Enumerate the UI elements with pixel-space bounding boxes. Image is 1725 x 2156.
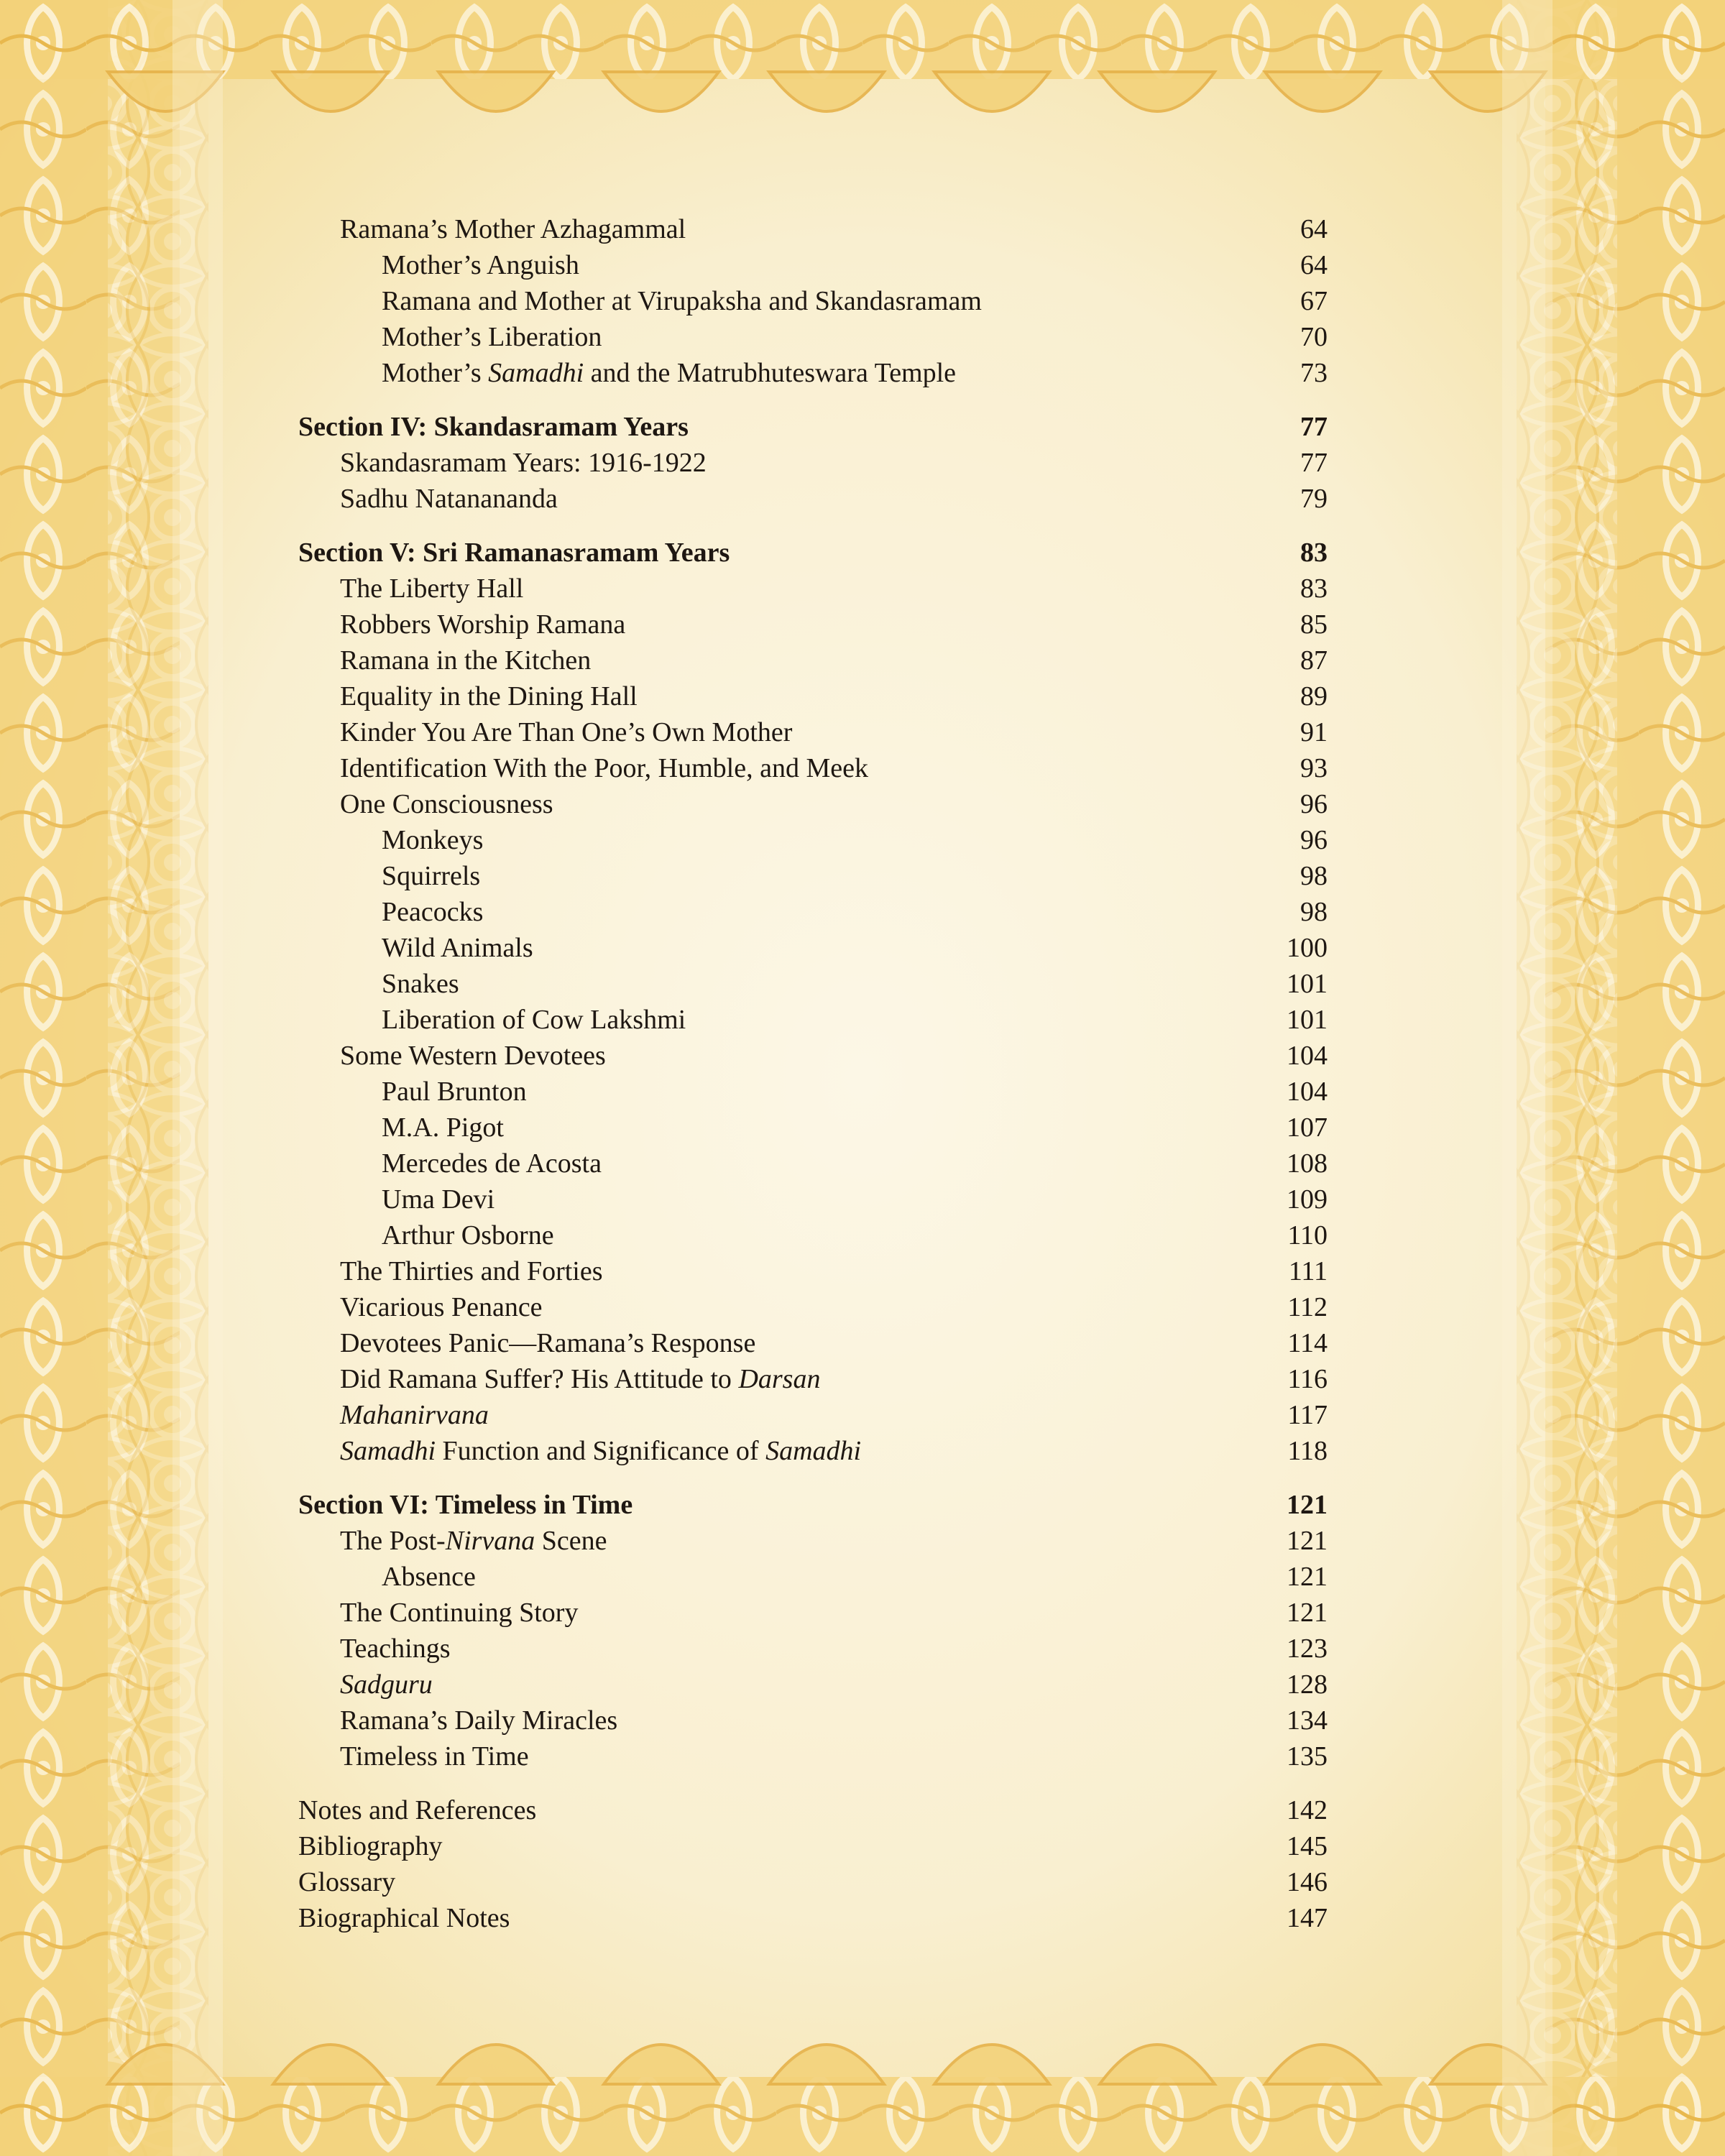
toc-entry-page: 83 xyxy=(1300,573,1328,604)
toc-entry-title: Vicarious Penance xyxy=(340,1292,543,1322)
toc-entry[interactable] xyxy=(298,1667,1328,1703)
toc-entry-page: 121 xyxy=(1287,1526,1328,1556)
toc-entry[interactable] xyxy=(298,678,1328,714)
section-heading[interactable] xyxy=(298,409,1328,445)
toc-entry[interactable] xyxy=(298,966,1328,1002)
toc-entry[interactable] xyxy=(298,1433,1328,1469)
toc-entry-page: 145 xyxy=(1287,1831,1328,1861)
toc-entry-title: Absence xyxy=(382,1562,476,1592)
toc-entry-title: Paul Brunton xyxy=(382,1077,527,1107)
toc-entry-title: One Consciousness xyxy=(340,789,553,819)
toc-entry-page: 109 xyxy=(1287,1184,1328,1215)
toc-entry[interactable] xyxy=(298,211,1328,247)
toc-entry[interactable] xyxy=(298,1828,1328,1864)
toc-entry[interactable] xyxy=(298,481,1328,517)
toc-entry-title: Timeless in Time xyxy=(340,1741,529,1772)
toc-entry-page: 135 xyxy=(1287,1741,1328,1772)
toc-entry-page: 101 xyxy=(1287,969,1328,999)
toc-entry-page: 87 xyxy=(1300,645,1328,676)
toc-entry-title: Glossary xyxy=(298,1867,396,1897)
toc-entry-page: 64 xyxy=(1300,214,1328,244)
toc-entry-title: Ramana and Mother at Virupaksha and Skandasramam xyxy=(382,286,982,316)
toc-entry-title: Uma Devi xyxy=(382,1184,495,1215)
toc-entry-title: The Continuing Story xyxy=(340,1598,579,1628)
toc-entry-title: Sadhu Natanananda xyxy=(340,484,558,514)
toc-entry-page: 123 xyxy=(1287,1634,1328,1664)
toc-entry[interactable] xyxy=(298,930,1328,966)
toc-entry-title: Bibliography xyxy=(298,1831,443,1861)
toc-entry[interactable] xyxy=(298,1792,1328,1828)
toc-entry-page: 121 xyxy=(1287,1598,1328,1628)
toc-entry[interactable] xyxy=(298,1900,1328,1936)
toc-entry-title: Kinder You Are Than One’s Own Mother xyxy=(340,717,793,747)
toc-entry[interactable] xyxy=(298,319,1328,355)
toc-entry[interactable] xyxy=(298,1738,1328,1774)
toc-entry-page: 108 xyxy=(1287,1148,1328,1179)
toc-entry[interactable] xyxy=(298,1325,1328,1361)
toc-entry[interactable] xyxy=(298,1397,1328,1433)
toc-entry-page: 112 xyxy=(1287,1292,1328,1322)
toc-entry-title: Sadguru xyxy=(340,1669,433,1700)
toc-entry[interactable] xyxy=(298,1146,1328,1181)
toc-entry[interactable] xyxy=(298,283,1328,319)
toc-entry-title: Notes and References xyxy=(298,1795,537,1825)
toc-entry[interactable] xyxy=(298,1523,1328,1559)
toc-entry-title: The Thirties and Forties xyxy=(340,1256,603,1286)
toc-entry-title: Samadhi Function and Significance of Samadhi xyxy=(340,1436,862,1466)
toc-entry-title: Equality in the Dining Hall xyxy=(340,681,638,711)
toc-entry-title: Robbers Worship Ramana xyxy=(340,609,626,640)
toc-entry[interactable] xyxy=(298,1864,1328,1900)
toc-entry-page: 91 xyxy=(1300,717,1328,747)
toc-entry-title: Teachings xyxy=(340,1634,451,1664)
toc-entry-page: 70 xyxy=(1300,322,1328,352)
toc-entry[interactable] xyxy=(298,786,1328,822)
toc-entry-title: Skandasramam Years: 1916-1922 xyxy=(340,448,707,478)
section-title: Section VI: Timeless in Time xyxy=(298,1490,633,1520)
toc-entry-page: 110 xyxy=(1287,1220,1328,1250)
section-heading[interactable] xyxy=(298,1487,1328,1523)
toc-entry[interactable] xyxy=(298,822,1328,858)
toc-entry[interactable] xyxy=(298,894,1328,930)
toc-entry-page: 104 xyxy=(1287,1041,1328,1071)
toc-entry-title: Ramana’s Daily Miracles xyxy=(340,1705,618,1736)
toc-entry[interactable] xyxy=(298,355,1328,391)
toc-entry-page: 89 xyxy=(1300,681,1328,711)
toc-entry[interactable] xyxy=(298,1289,1328,1325)
toc-entry-title: Did Ramana Suffer? His Attitude to Darsan xyxy=(340,1364,821,1394)
toc-entry[interactable] xyxy=(298,858,1328,894)
toc-entry[interactable] xyxy=(298,1253,1328,1289)
toc-entry-title: Wild Animals xyxy=(382,933,533,963)
toc-entry-title: Identification With the Poor, Humble, and Meek xyxy=(340,753,868,783)
toc-entry-page: 134 xyxy=(1287,1705,1328,1736)
toc-entry-page: 64 xyxy=(1300,250,1328,280)
toc-entry-page: 111 xyxy=(1288,1256,1328,1286)
section-page: 83 xyxy=(1300,538,1328,568)
toc-entry[interactable] xyxy=(298,714,1328,750)
toc-entry-page: 79 xyxy=(1300,484,1328,514)
toc-entry-page: 146 xyxy=(1287,1867,1328,1897)
toc-entry[interactable] xyxy=(298,445,1328,481)
toc-entry-page: 114 xyxy=(1287,1328,1328,1358)
toc-entry-page: 128 xyxy=(1287,1669,1328,1700)
toc-entry-title: The Liberty Hall xyxy=(340,573,524,604)
toc-entry-page: 100 xyxy=(1287,933,1328,963)
toc-entry-title: Some Western Devotees xyxy=(340,1041,606,1071)
toc-entry-page: 101 xyxy=(1287,1005,1328,1035)
section-page: 121 xyxy=(1287,1490,1328,1520)
toc-entry-page: 98 xyxy=(1300,861,1328,891)
toc-entry-page: 117 xyxy=(1287,1400,1328,1430)
toc-entry-page: 77 xyxy=(1300,448,1328,478)
toc-entry-title: Devotees Panic—Ramana’s Response xyxy=(340,1328,756,1358)
toc-entry[interactable] xyxy=(298,750,1328,786)
table-of-contents xyxy=(298,211,1328,1936)
toc-entry[interactable] xyxy=(298,1002,1328,1038)
toc-entry-title: Mother’s Anguish xyxy=(382,250,579,280)
toc-entry-page: 121 xyxy=(1287,1562,1328,1592)
toc-entry-title: Liberation of Cow Lakshmi xyxy=(382,1005,686,1035)
toc-entry-title: M.A. Pigot xyxy=(382,1112,504,1143)
toc-entry[interactable] xyxy=(298,247,1328,283)
toc-entry-page: 142 xyxy=(1287,1795,1328,1825)
toc-entry-title: Arthur Osborne xyxy=(382,1220,554,1250)
toc-entry-page: 107 xyxy=(1287,1112,1328,1143)
toc-entry-page: 85 xyxy=(1300,609,1328,640)
toc-entry-title: The Post-Nirvana Scene xyxy=(340,1526,607,1556)
toc-entry-title: Peacocks xyxy=(382,897,484,927)
toc-entry-title: Squirrels xyxy=(382,861,481,891)
toc-entry[interactable] xyxy=(298,1181,1328,1217)
toc-entry-title: Ramana in the Kitchen xyxy=(340,645,592,676)
toc-entry-title: Biographical Notes xyxy=(298,1903,510,1933)
toc-entry[interactable] xyxy=(298,1110,1328,1146)
toc-entry-page: 118 xyxy=(1287,1436,1328,1466)
toc-entry-page: 104 xyxy=(1287,1077,1328,1107)
toc-entry[interactable] xyxy=(298,1631,1328,1667)
toc-entry-title: Mahanirvana xyxy=(340,1400,489,1430)
toc-entry-page: 98 xyxy=(1300,897,1328,927)
toc-entry-title: Mother’s Liberation xyxy=(382,322,602,352)
toc-entry[interactable] xyxy=(298,1595,1328,1631)
toc-entry-title: Mother’s Samadhi and the Matrubhuteswara Temple xyxy=(382,358,957,388)
toc-entry[interactable] xyxy=(298,642,1328,678)
toc-entry-title: Snakes xyxy=(382,969,459,999)
toc-entry[interactable] xyxy=(298,571,1328,607)
toc-entry[interactable] xyxy=(298,1217,1328,1253)
toc-entry-page: 116 xyxy=(1287,1364,1328,1394)
toc-entry-page: 147 xyxy=(1287,1903,1328,1933)
toc-entry[interactable] xyxy=(298,607,1328,642)
toc-entry-title: Mercedes de Acosta xyxy=(382,1148,602,1179)
toc-entry-page: 93 xyxy=(1300,753,1328,783)
toc-entry[interactable] xyxy=(298,1038,1328,1074)
toc-entry-page: 96 xyxy=(1300,825,1328,855)
toc-entry-page: 96 xyxy=(1300,789,1328,819)
section-page: 77 xyxy=(1300,412,1328,442)
section-title: Section V: Sri Ramanasramam Years xyxy=(298,538,730,568)
section-heading[interactable] xyxy=(298,535,1328,571)
toc-entry-page: 67 xyxy=(1300,286,1328,316)
toc-entry-page: 73 xyxy=(1300,358,1328,388)
toc-entry[interactable] xyxy=(298,1361,1328,1397)
toc-entry-title: Ramana’s Mother Azhagammal xyxy=(340,214,686,244)
toc-entry[interactable] xyxy=(298,1074,1328,1110)
section-title: Section IV: Skandasramam Years xyxy=(298,412,689,442)
toc-entry-title: Monkeys xyxy=(382,825,484,855)
toc-entry[interactable] xyxy=(298,1703,1328,1738)
toc-entry[interactable] xyxy=(298,1559,1328,1595)
